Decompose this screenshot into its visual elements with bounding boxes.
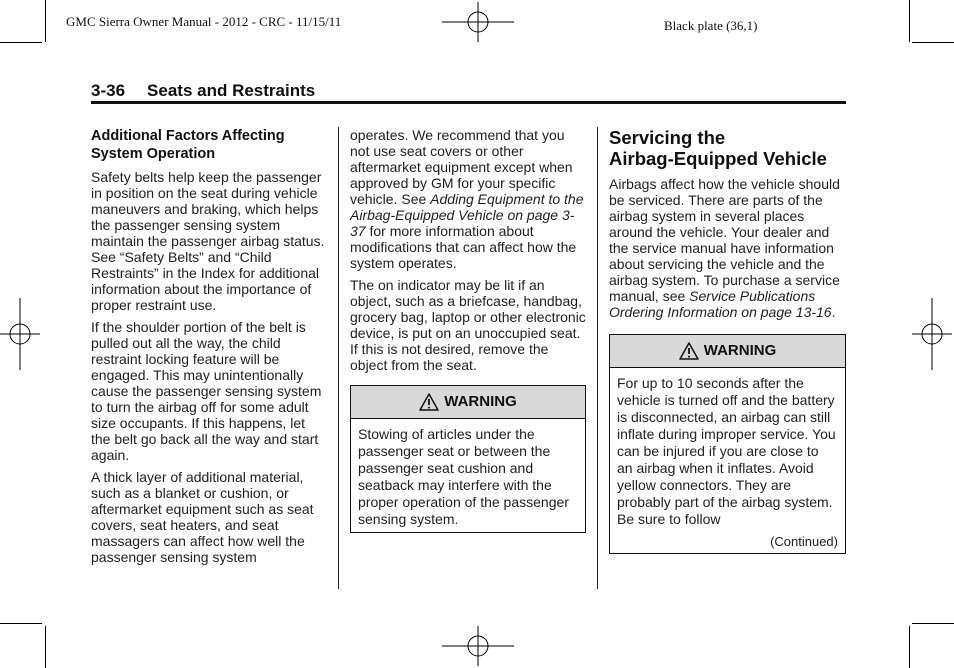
registration-mark-icon (0, 298, 40, 370)
continued-note: (Continued) (770, 534, 838, 549)
page-number: 3-36 (91, 81, 126, 100)
warning-box (609, 334, 846, 554)
warning-label: WARNING (444, 393, 517, 410)
registration-mark-icon (442, 626, 514, 666)
text-run: . (831, 304, 836, 320)
heading-line: Airbag-Equipped Vehicle (609, 148, 827, 169)
crop-mark (912, 623, 954, 624)
section-title: Seats and Restraints (147, 81, 316, 100)
paragraph (350, 127, 586, 271)
heading-line: Servicing the (609, 127, 726, 148)
crop-mark (45, 626, 46, 668)
cross-reference: Service Publications Ordering Information on page 13-16 (609, 288, 832, 320)
warning-triangle-icon (419, 393, 439, 411)
column-divider (338, 127, 339, 589)
column-2 (350, 127, 586, 533)
subheading (91, 127, 327, 163)
crop-mark (45, 0, 46, 42)
paragraph: Safety belts help keep the passenger in position on the seat during vehicle maneuvers and braking, which helps the passenger sensing system maintain the passenger airbag status. See “Safety Belts” and “Child Restraints” in the Index for additional information about the importance of proper restraint use. (91, 169, 325, 313)
text-run: for more information about modifications that can affect how the system operates. (350, 223, 577, 271)
warning-triangle-icon (679, 342, 699, 360)
section-heading (609, 127, 846, 169)
paragraph (609, 176, 846, 320)
text-run: operates. We recommend that you not use seat covers or other aftermarket equipment except when approved by GM for your specific vehicle. See (350, 127, 573, 207)
warning-box (350, 385, 586, 533)
header-rule (91, 101, 846, 104)
crop-mark (909, 0, 910, 42)
paragraph: If the shoulder portion of the belt is pulled out all the way, the child restraint locking feature will be engaged. This may unintentionally cause the passenger sensing system to turn the airbag off for some adult size occupants. If this happens, let the belt go back all the way and start again. (91, 319, 322, 463)
crop-mark (909, 626, 910, 668)
registration-mark-icon (912, 298, 952, 370)
subheading-line: Additional Factors Affecting (91, 128, 285, 144)
print-header-left: GMC Sierra Owner Manual - 2012 - CRC - 11/15/11 (66, 14, 342, 29)
crop-mark (0, 42, 42, 43)
warning-header (610, 335, 845, 368)
warning-text: For up to 10 seconds after the vehicle is turned off and the battery is disconnected, an airbag can still inflate during improper service. You can be injured if you are close to an airbag when it inflates. Avoid yellow connectors. They are probably part of the airbag system. Be sure to follow (617, 375, 836, 527)
crop-mark (912, 42, 954, 43)
column-1 (91, 127, 327, 571)
warning-header (351, 386, 585, 419)
column-3 (609, 127, 846, 554)
subheading-line: System Operation (91, 146, 216, 162)
section-header (91, 81, 315, 101)
column-divider (597, 127, 598, 589)
registration-mark-icon (442, 2, 514, 42)
crop-mark (0, 623, 42, 624)
warning-text: Stowing of articles under the passenger seat or between the passenger seat cushion and seatback may interfere with the proper operation of the passenger sensing system. (358, 426, 569, 527)
paragraph: The on indicator may be lit if an object, such as a briefcase, handbag, grocery bag, laptop or other electronic device, is put on an unoccupied seat. If this is not desired, remove the object from the seat. (350, 277, 586, 373)
warning-label: WARNING (703, 342, 777, 359)
paragraph: A thick layer of additional material, such as a blanket or cushion, or aftermarket equipment such as seat covers, seat heaters, and seat massagers can affect how well the passenger sensing system (91, 469, 314, 565)
cross-reference: Adding Equipment to the Airbag-Equipped Vehicle on page 3-37 (350, 191, 584, 239)
text-run: Airbags affect how the vehicle should be serviced. There are parts of the airbag system in several places around the vehicle. Your dealer and the service manual have information about servicing the vehicle and the airbag system. To purchase a service manual, see (609, 176, 840, 304)
print-header-right: Black plate (36,1) (664, 18, 758, 33)
